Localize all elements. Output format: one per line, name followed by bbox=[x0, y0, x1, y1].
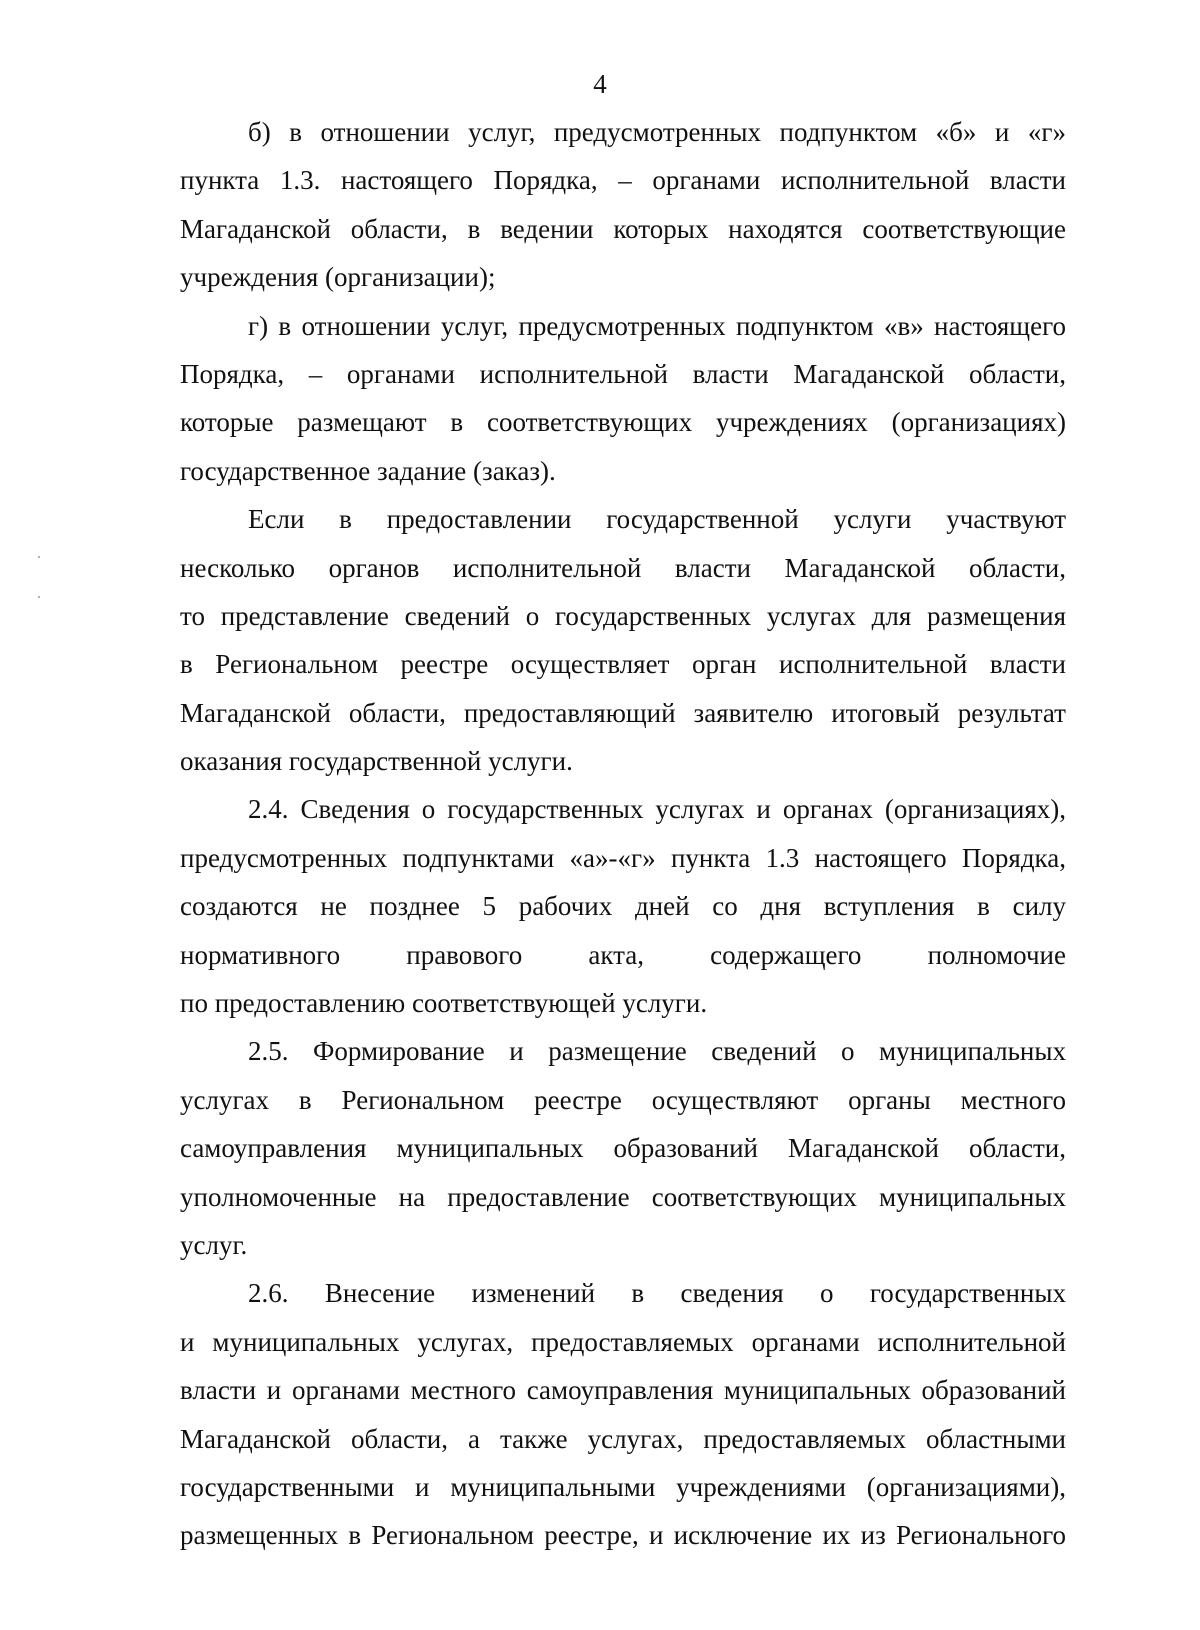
text-line: государственное задание (заказ). bbox=[180, 455, 556, 486]
text-line: уполномоченные на предоставление соответствующих муниципальных bbox=[180, 1181, 1066, 1212]
text-line: Магаданской области, предоставляющий заявителю итоговый результат bbox=[180, 697, 1066, 728]
text-line: которые размещают в соответствующих учреждениях (организациях) bbox=[180, 407, 1066, 438]
text-line: и муниципальных услугах, предоставляемых органами исполнительной bbox=[180, 1326, 1066, 1357]
text-line: 2.5. Формирование и размещение сведений о муниципальных bbox=[248, 1036, 1066, 1067]
text-line: нормативного правового акта, содержащего полномочие bbox=[180, 939, 1066, 970]
text-line: создаются не позднее 5 рабочих дней со дня вступления в силу bbox=[180, 891, 1066, 922]
text-line: Магаданской области, в ведении которых находятся соответствующие bbox=[180, 213, 1066, 244]
text-line: услугах в Региональном реестре осуществляют органы местного bbox=[180, 1084, 1066, 1115]
text-line: то представление сведений о государственных услугах для размещения bbox=[180, 600, 1066, 631]
text-line: государственными и муниципальными учреждениями (организациями), bbox=[180, 1471, 1066, 1502]
paragraph-2-4 bbox=[180, 785, 1066, 1027]
text-line: Порядка, – органами исполнительной власти Магаданской области, bbox=[180, 358, 1066, 389]
text-line: услуг. bbox=[180, 1229, 248, 1260]
text-line: б) в отношении услуг, предусмотренных подпунктом «б» и «г» bbox=[248, 117, 1066, 147]
text-line: г) в отношении услуг, предусмотренных подпунктом «в» настоящего bbox=[248, 310, 1066, 341]
paragraph-2-5 bbox=[180, 1027, 1066, 1269]
text-line: пункта 1.3. настоящего Порядка, – органами исполнительной власти bbox=[180, 165, 1066, 196]
paragraph-2-6 bbox=[180, 1269, 1066, 1559]
text-line: размещенных в Региональном реестре, и исключение их из Регионального bbox=[180, 1520, 1066, 1551]
page-number: 4 bbox=[593, 69, 607, 99]
text-line: Если в предоставлении государственной услуги участвуют bbox=[248, 504, 1066, 535]
text-line: по предоставлению соответствующей услуги. bbox=[180, 988, 708, 1019]
text-line: предусмотренных подпунктами «а»-«г» пункта 1.3 настоящего Порядка, bbox=[180, 842, 1066, 873]
margin-speck bbox=[38, 596, 40, 598]
text-line: несколько органов исполнительной власти Магаданской области, bbox=[180, 552, 1066, 583]
paragraph-if-several-bodies bbox=[180, 495, 1066, 785]
paragraph-b bbox=[180, 108, 1066, 302]
text-line: Магаданской области, а также услугах, предоставляемых областными bbox=[180, 1423, 1066, 1454]
text-line: в Региональном реестре осуществляет орган исполнительной власти bbox=[180, 649, 1066, 680]
paragraph-g bbox=[180, 302, 1066, 496]
text-line: власти и органами местного самоуправления муниципальных образований bbox=[180, 1375, 1066, 1406]
text-line: 2.4. Сведения о государственных услугах и органах (организациях), bbox=[248, 794, 1066, 825]
text-line: 2.6. Внесение изменений в сведения о государственных bbox=[248, 1278, 1066, 1309]
margin-speck bbox=[38, 556, 40, 558]
text-line: учреждения (организации); bbox=[180, 262, 496, 293]
text-line: оказания государственной услуги. bbox=[180, 746, 573, 777]
document-body bbox=[180, 108, 1066, 1560]
text-line: самоуправления муниципальных образований Магаданской области, bbox=[180, 1133, 1066, 1164]
